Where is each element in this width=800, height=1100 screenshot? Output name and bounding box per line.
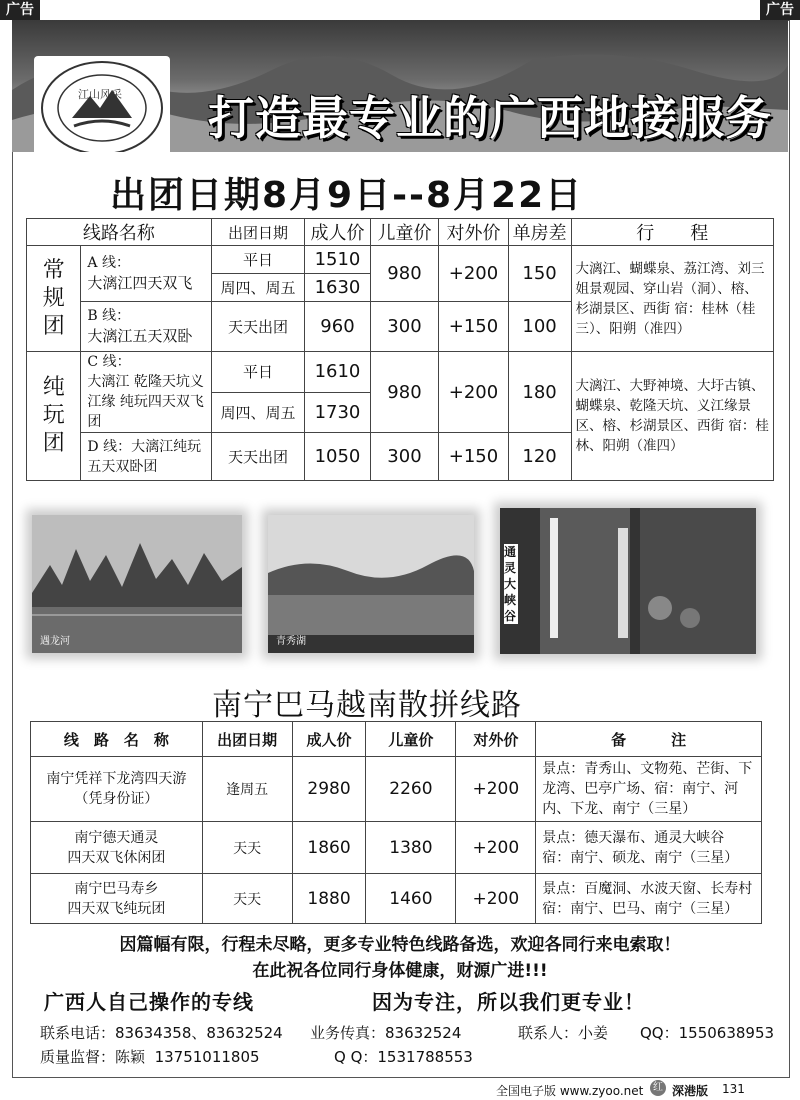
route-name: 南宁巴马寿乡 四天双飞纯玩团 xyxy=(31,874,203,924)
page-number: 131 xyxy=(722,1082,745,1096)
col-date: 出团日期 xyxy=(211,219,305,246)
col-itinerary: 行 程 xyxy=(571,219,773,246)
route-a-day2: 周四、周五 xyxy=(211,274,305,302)
canyon-title: 通灵大峡谷 xyxy=(504,545,517,623)
col-route-name: 线 路 名 称 xyxy=(31,722,203,757)
route-external: +200 xyxy=(456,757,536,822)
route-a-child: 980 xyxy=(370,246,439,302)
route-day: 逢周五 xyxy=(202,757,292,822)
route-day: 天天 xyxy=(202,822,292,874)
route-adult: 2980 xyxy=(292,757,366,822)
category-regular: 常规团 xyxy=(27,246,81,352)
departure-date-title: 出团日期8月9日--8月22日 xyxy=(110,175,584,216)
section-title-nanning: 南宁巴马越南散拼线路 xyxy=(212,688,522,723)
route-c: C 线： 大漓江 乾隆天坑义江缘 纯玩四天双飞团 xyxy=(81,352,211,433)
regular-itinerary: 大漓江、蝴蝶泉、荔江湾、刘三姐景观园、穿山岩（洞）、榕、杉湖景区、西街 宿：桂林（桂三）、阳朔（准四） xyxy=(571,246,773,352)
header-slogan: 打造最专业的广西地接服务 xyxy=(208,91,772,145)
route-a-single: 150 xyxy=(508,246,571,302)
table-row xyxy=(27,352,774,393)
route-c-external: +200 xyxy=(439,352,508,433)
ad-label-left: 广告 xyxy=(0,0,40,20)
route-c-price1: 1610 xyxy=(305,352,370,393)
route-note: 景点：青秀山、文物苑、芒街、下龙湾、巴亭广场、宿：南宁、河内、下龙、南宁（三星） xyxy=(536,757,762,822)
route-adult: 1880 xyxy=(292,874,366,924)
route-b-day: 天天出团 xyxy=(211,302,305,352)
route-note: 景点：德天瀑布、通灵大峡谷 宿：南宁、硕龙、南宁（三星） xyxy=(536,822,762,874)
guilin-route-table xyxy=(26,218,774,481)
quality-supervisor: 质量监督：陈颖 13751011805 xyxy=(40,1048,260,1066)
table-row xyxy=(31,822,762,874)
col-date: 出团日期 xyxy=(202,722,292,757)
route-a-day1: 平日 xyxy=(211,246,305,274)
route-child: 1460 xyxy=(366,874,456,924)
footer-region: 深港版 xyxy=(672,1084,709,1098)
route-c-price2: 1730 xyxy=(305,392,370,433)
col-external: 对外价 xyxy=(439,219,508,246)
route-c-single: 180 xyxy=(508,352,571,433)
footer-edition: 全国电子版 www.zyoo.net xyxy=(496,1084,644,1098)
route-a-external: +200 xyxy=(439,246,508,302)
route-name: 南宁德天通灵 四天双飞休闲团 xyxy=(31,822,203,874)
table-row xyxy=(27,246,774,274)
route-d-price: 1050 xyxy=(305,433,370,481)
tagline-left: 广西人自己操作的专线 xyxy=(44,990,254,1014)
col-notes: 备 注 xyxy=(536,722,762,757)
route-day: 天天 xyxy=(202,874,292,924)
col-single-room: 单房差 xyxy=(508,219,571,246)
col-route-name: 线路名称 xyxy=(27,219,212,246)
col-adult: 成人价 xyxy=(305,219,370,246)
photo-caption: 青秀湖 xyxy=(276,636,306,647)
contact-fax: 业务传真：83632524 xyxy=(310,1024,462,1042)
nanning-route-table xyxy=(30,721,762,924)
route-external: +200 xyxy=(456,874,536,924)
col-child: 儿童价 xyxy=(370,219,439,246)
route-d-day: 天天出团 xyxy=(211,433,305,481)
quality-qq: Q Q：1531788553 xyxy=(334,1048,473,1066)
category-pure: 纯玩团 xyxy=(27,352,81,481)
contact-phone: 联系电话：83634358、83632524 xyxy=(40,1024,283,1042)
page-footer xyxy=(0,1078,800,1100)
pure-itinerary: 大漓江、大野神境、大圩古镇、蝴蝶泉、乾隆天坑、义江缘景区、榕、杉湖景区、西街 宿：桂林、阳朔（准四） xyxy=(571,352,773,481)
route-child: 1380 xyxy=(366,822,456,874)
route-a-price2: 1630 xyxy=(305,274,370,302)
route-b-price: 960 xyxy=(305,302,370,352)
contact-qq: QQ：1550638953 xyxy=(640,1024,775,1042)
route-a-price1: 1510 xyxy=(305,246,370,274)
promo-line-1: 因篇幅有限，行程未尽略，更多专业特色线路备选，欢迎各同行来电索取！ xyxy=(119,935,681,955)
tagline-right: 因为专注，所以我们更专业！ xyxy=(372,990,645,1014)
photo-waterfall-canyon xyxy=(500,508,756,654)
footer-badge: 红 xyxy=(650,1080,666,1096)
route-c-child: 980 xyxy=(370,352,439,433)
promo-line-2: 在此祝各位同行身体健康，财源广进!!! xyxy=(252,961,548,981)
col-child: 儿童价 xyxy=(366,722,456,757)
table-header-row xyxy=(31,722,762,757)
route-adult: 1860 xyxy=(292,822,366,874)
route-external: +200 xyxy=(456,822,536,874)
route-d: D 线：大漓江纯玩五天双卧团 xyxy=(81,433,211,481)
table-row xyxy=(31,757,762,822)
route-d-child: 300 xyxy=(370,433,439,481)
route-d-external: +150 xyxy=(439,433,508,481)
route-note: 景点：百魔洞、水波天窗、长寿村 宿：南宁、巴马、南宁（三星） xyxy=(536,874,762,924)
ad-label-right: 广告 xyxy=(760,0,800,20)
route-b-external: +150 xyxy=(439,302,508,352)
route-name: 南宁凭祥下龙湾四天游 （凭身份证） xyxy=(31,757,203,822)
table-header-row xyxy=(27,219,774,246)
route-b-single: 100 xyxy=(508,302,571,352)
logo-text: 江山风采 xyxy=(78,88,122,101)
table-row xyxy=(31,874,762,924)
route-a: A 线： 大漓江四天双飞 xyxy=(81,246,211,302)
contact-person: 联系人：小姜 xyxy=(518,1024,609,1042)
route-d-single: 120 xyxy=(508,433,571,481)
col-adult: 成人价 xyxy=(292,722,366,757)
route-c-day1: 平日 xyxy=(211,352,305,393)
company-logo xyxy=(34,56,170,152)
header-banner xyxy=(12,20,788,152)
route-child: 2260 xyxy=(366,757,456,822)
route-b-child: 300 xyxy=(370,302,439,352)
col-external: 对外价 xyxy=(456,722,536,757)
photo-lake xyxy=(268,515,474,653)
route-c-day2: 周四、周五 xyxy=(211,392,305,433)
photo-karst-river xyxy=(32,515,242,653)
photo-caption: 遇龙河 xyxy=(40,636,70,647)
route-b: B 线： 大漓江五天双卧 xyxy=(81,302,211,352)
